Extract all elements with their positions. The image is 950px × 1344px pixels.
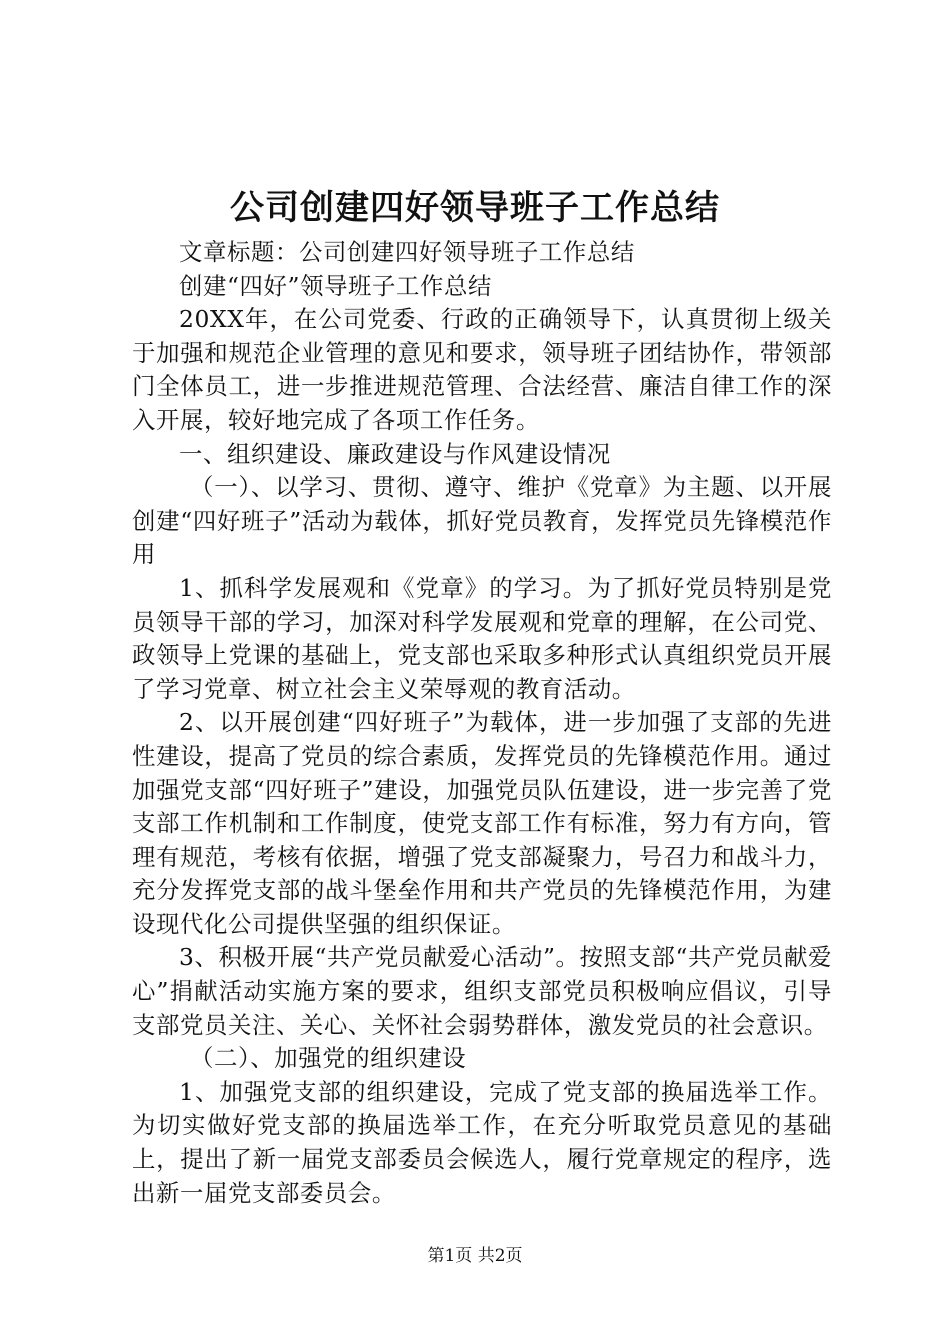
subsection-heading-2: （二）、加强党的组织建设 bbox=[190, 1044, 467, 1073]
article-title-line: 文章标题：公司创建四好领导班子工作总结 bbox=[179, 238, 635, 266]
subsection-heading-1: （一）、以学习、贯彻、遵守、维护《党章》为主题、以开展创建“四好班子”活动为载体，抓好党员教育，发挥党员先锋模范作用 bbox=[132, 473, 832, 569]
paragraph-item-1: 1、抓科学发展观和《党章》的学习。为了抓好党员特别是党员领导干部的学习，加深对科学发展观和党章的理解，在公司党、政领导上党课的基础上，党支部也采取多种形式认真组织党员开展了学习党章、树立社会主义荣辱观的教育活动。 bbox=[132, 573, 832, 703]
section-heading-1: 一、组织建设、廉政建设与作风建设情况 bbox=[179, 439, 611, 468]
intro-paragraph: 20XX年，在公司党委、行政的正确领导下，认真贯彻上级关于加强和规范企业管理的意见和要求，领导班子团结协作，带领部门全体员工，进一步推进规范管理、合法经营、廉洁自律工作的深入开展，较好地完成了各项工作任务。 bbox=[132, 305, 832, 434]
document-body bbox=[132, 236, 832, 1210]
summary-heading: 创建“四好”领导班子工作总结 bbox=[179, 271, 493, 300]
paragraph-item-2: 2、以开展创建“四好班子”为载体，进一步加强了支部的先进性建设，提高了党员的综合素质，发挥党员的先锋模范作用。通过加强党支部“四好班子”建设，加强党员队伍建设，进一步完善了党支部工作机制和工作制度，使党支部工作有标准，努力有方向，管理有规范，考核有依据，增强了党支部凝聚力，号召力和战斗力，充分发挥党支部的战斗堡垒作用和共产党员的先锋模范作用，为建设现代化公司提供坚强的组织保证。 bbox=[132, 708, 832, 938]
paragraph-item-3: 3、积极开展“共产党员献爱心活动”。按照支部“共产党员献爱心”捐献活动实施方案的要求，组织支部党员积极响应倡议，引导支部党员关注、关心、关怀社会弱势群体，激发党员的社会意识。 bbox=[132, 943, 832, 1039]
document-title: 公司创建四好领导班子工作总结 bbox=[230, 188, 720, 228]
paragraph-item-4: 1、加强党支部的组织建设，完成了党支部的换届选举工作。为切实做好党支部的换届选举工作，在充分听取党员意见的基础上，提出了新一届党支部委员会候选人，履行党章规定的程序，选出新一届党支部委员会。 bbox=[132, 1077, 832, 1207]
page-number: 第1页 共2页 bbox=[427, 1246, 523, 1266]
